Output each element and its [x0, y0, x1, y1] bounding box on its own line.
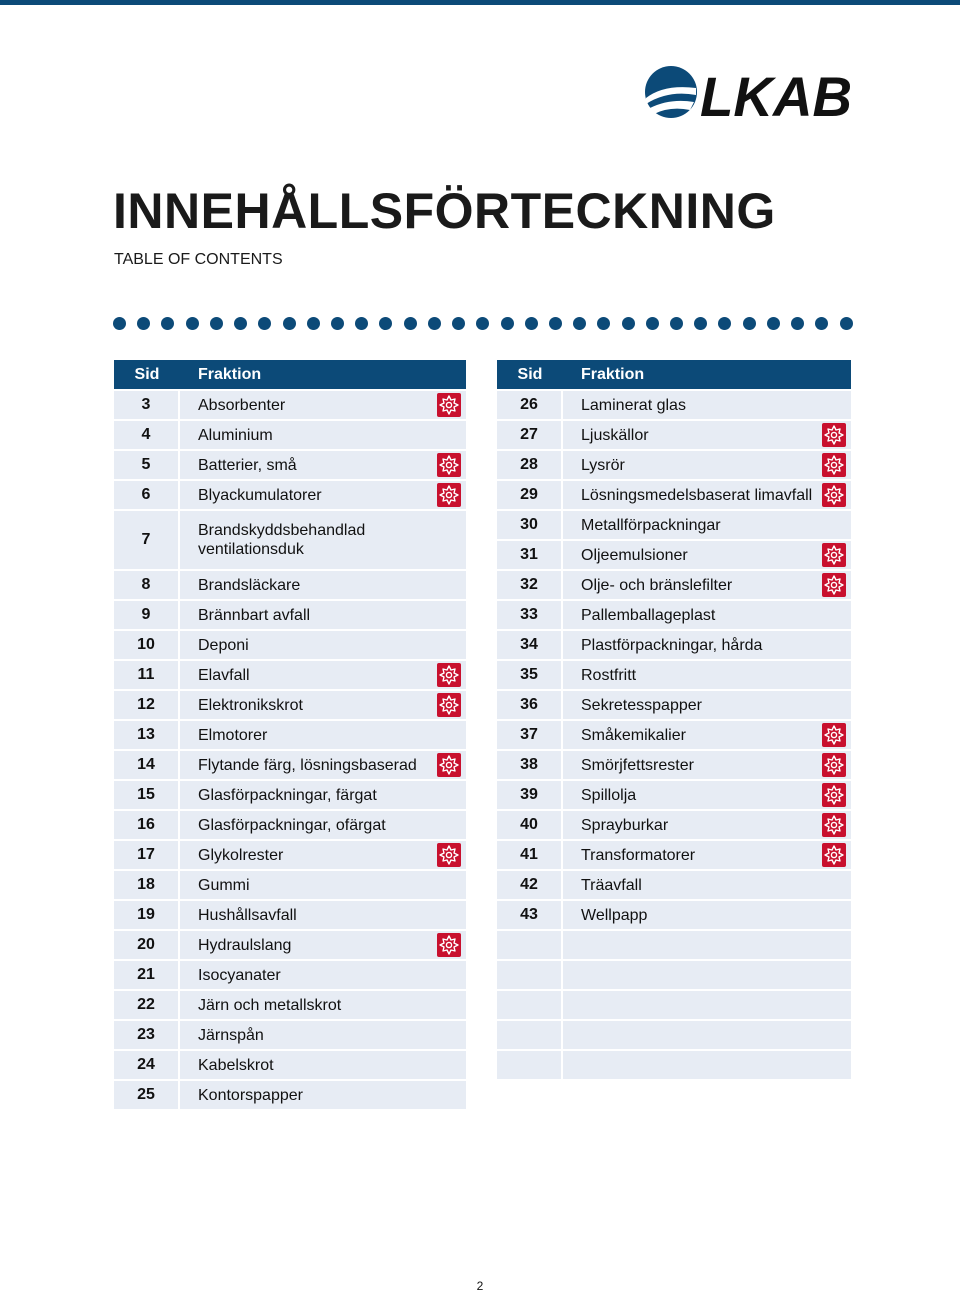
icon-cell	[432, 1081, 466, 1109]
page-ref: 38	[497, 751, 563, 779]
toc-row	[497, 601, 851, 629]
fraction-name: Aluminium	[180, 421, 432, 449]
page-ref: 17	[114, 841, 180, 869]
page-ref: 21	[114, 961, 180, 989]
fraction-name: Brännbart avfall	[180, 601, 432, 629]
icon-cell	[817, 631, 851, 659]
page-ref	[497, 961, 563, 989]
icon-cell	[817, 841, 851, 869]
icon-cell	[817, 1051, 851, 1079]
fraction-name: Glasförpackningar, ofärgat	[180, 811, 432, 839]
toc-row	[114, 1081, 466, 1109]
fraction-name	[563, 961, 817, 989]
icon-cell	[432, 601, 466, 629]
toc-row	[114, 691, 466, 719]
icon-cell	[817, 751, 851, 779]
fraction-name: Metallförpackningar	[563, 511, 817, 539]
divider-dot	[476, 317, 489, 330]
toc-row	[497, 841, 851, 869]
icon-cell	[432, 661, 466, 689]
hazardous-waste-icon	[822, 753, 846, 777]
icon-cell	[432, 841, 466, 869]
fraction-name: Kabelskrot	[180, 1051, 432, 1079]
page-ref: 28	[497, 451, 563, 479]
page-ref: 14	[114, 751, 180, 779]
icon-cell	[817, 1021, 851, 1049]
hazardous-waste-icon	[437, 933, 461, 957]
hazardous-waste-icon	[822, 483, 846, 507]
divider-dot	[452, 317, 465, 330]
page-ref: 20	[114, 931, 180, 959]
icon-cell	[432, 931, 466, 959]
fraction-name: Batterier, små	[180, 451, 432, 479]
divider-dot	[404, 317, 417, 330]
icon-cell	[432, 871, 466, 899]
page-ref: 11	[114, 661, 180, 689]
divider-dot	[210, 317, 223, 330]
hazardous-waste-icon	[437, 663, 461, 687]
toc-row	[114, 841, 466, 869]
icon-cell	[817, 451, 851, 479]
toc-table-left	[114, 358, 466, 1111]
hazardous-waste-icon	[822, 453, 846, 477]
fraction-name: Brandsläckare	[180, 571, 432, 599]
fraction-name	[563, 991, 817, 1019]
fraction-name: Wellpapp	[563, 901, 817, 929]
fraction-name: Pallemballageplast	[563, 601, 817, 629]
divider-dot	[525, 317, 538, 330]
hazardous-waste-icon	[822, 423, 846, 447]
page-ref: 36	[497, 691, 563, 719]
divider-dot	[597, 317, 610, 330]
fraction-name: Rostfritt	[563, 661, 817, 689]
toc-row	[497, 871, 851, 899]
toc-row	[497, 391, 851, 419]
fraction-name: Blyackumulatorer	[180, 481, 432, 509]
toc-row	[114, 901, 466, 929]
icon-cell	[432, 751, 466, 779]
icon-cell	[817, 781, 851, 809]
toc-row	[497, 421, 851, 449]
divider-dot	[137, 317, 150, 330]
fraction-name: Hushållsavfall	[180, 901, 432, 929]
divider-dot	[355, 317, 368, 330]
page-ref: 41	[497, 841, 563, 869]
page-ref: 10	[114, 631, 180, 659]
hazardous-waste-icon	[822, 573, 846, 597]
fraction-name: Kontorspapper	[180, 1081, 432, 1109]
toc-row	[114, 571, 466, 599]
fraction-name: Transformatorer	[563, 841, 817, 869]
top-bar	[0, 0, 960, 5]
fraction-name: Elavfall	[180, 661, 432, 689]
page-title: INNEHÅLLSFÖRTECKNING	[113, 183, 776, 239]
fraction-name: Olje- och bränslefilter	[563, 571, 817, 599]
toc-row	[114, 451, 466, 479]
toc-row	[497, 481, 851, 509]
toc-row	[114, 601, 466, 629]
icon-cell	[817, 421, 851, 449]
fraction-name: Flytande färg, lösningsbaserad	[180, 751, 432, 779]
divider-dot	[791, 317, 804, 330]
sid-header: Sid	[114, 360, 180, 389]
fraction-name	[563, 1021, 817, 1049]
page-ref: 40	[497, 811, 563, 839]
page-ref: 6	[114, 481, 180, 509]
hazardous-waste-icon	[822, 813, 846, 837]
fraction-name: Smörjfettsrester	[563, 751, 817, 779]
page-ref	[497, 931, 563, 959]
toc-row	[497, 781, 851, 809]
icon-cell	[817, 931, 851, 959]
fraction-name: Järnspån	[180, 1021, 432, 1049]
icon-cell	[432, 991, 466, 1019]
toc-header-row	[114, 360, 466, 389]
toc-row	[114, 931, 466, 959]
icon-cell	[817, 511, 851, 539]
icon-cell	[432, 961, 466, 989]
hazardous-waste-icon	[437, 753, 461, 777]
icon-cell	[817, 691, 851, 719]
page-number: 2	[476, 1279, 484, 1293]
toc-row	[114, 751, 466, 779]
toc-row	[497, 811, 851, 839]
icon-cell	[432, 781, 466, 809]
toc-row	[497, 511, 851, 539]
divider-dot	[258, 317, 271, 330]
page-ref: 31	[497, 541, 563, 569]
logo-text: LKAB	[700, 65, 852, 122]
toc-row	[114, 871, 466, 899]
icon-cell	[432, 901, 466, 929]
fraction-name: Elektronikskrot	[180, 691, 432, 719]
divider-dot	[670, 317, 683, 330]
fraction-name: Elmotorer	[180, 721, 432, 749]
toc-row	[497, 1051, 851, 1079]
icon-cell	[432, 1051, 466, 1079]
page-ref: 22	[114, 991, 180, 1019]
icon-cell	[817, 901, 851, 929]
toc-row	[497, 901, 851, 929]
divider-dot	[186, 317, 199, 330]
toc-table-right	[497, 358, 851, 1081]
divider-dot	[379, 317, 392, 330]
page-ref: 18	[114, 871, 180, 899]
toc-row	[497, 541, 851, 569]
hazardous-waste-icon	[437, 843, 461, 867]
toc-row	[114, 481, 466, 509]
page-ref: 8	[114, 571, 180, 599]
page-ref: 26	[497, 391, 563, 419]
icon-cell	[817, 571, 851, 599]
divider-dot	[694, 317, 707, 330]
hazardous-waste-icon	[437, 393, 461, 417]
icon-cell	[432, 451, 466, 479]
toc-row	[114, 811, 466, 839]
page-ref: 37	[497, 721, 563, 749]
icon-cell	[432, 691, 466, 719]
page-ref	[497, 1051, 563, 1079]
page-ref: 24	[114, 1051, 180, 1079]
fraction-name: Spillolja	[563, 781, 817, 809]
hazardous-waste-icon	[822, 543, 846, 567]
divider-dot	[815, 317, 828, 330]
page-ref	[497, 1021, 563, 1049]
fraction-name: Absorbenter	[180, 391, 432, 419]
hazardous-waste-icon	[437, 693, 461, 717]
page-ref: 27	[497, 421, 563, 449]
toc-row	[114, 781, 466, 809]
lkab-logo	[644, 64, 854, 122]
toc-row	[497, 571, 851, 599]
hazardous-waste-icon	[437, 483, 461, 507]
toc-row	[497, 691, 851, 719]
page-ref: 33	[497, 601, 563, 629]
divider-dot	[767, 317, 780, 330]
divider-dot	[283, 317, 296, 330]
fraction-name: Träavfall	[563, 871, 817, 899]
divider-dot	[501, 317, 514, 330]
hazardous-waste-icon	[822, 783, 846, 807]
divider-dot	[331, 317, 344, 330]
page-ref: 34	[497, 631, 563, 659]
toc-row	[114, 1051, 466, 1079]
fraction-name: Isocyanater	[180, 961, 432, 989]
fraction-name: Deponi	[180, 631, 432, 659]
fraktion-header: Fraktion	[180, 360, 466, 389]
icon-cell	[817, 811, 851, 839]
icon-cell	[432, 811, 466, 839]
page-ref: 4	[114, 421, 180, 449]
toc-row	[497, 631, 851, 659]
fraction-name: Lysrör	[563, 451, 817, 479]
fraction-name: Brandskyddsbehandlad ventilationsduk	[180, 511, 432, 569]
icon-cell	[432, 571, 466, 599]
toc-row	[114, 631, 466, 659]
icon-cell	[817, 721, 851, 749]
page-ref: 16	[114, 811, 180, 839]
toc-row	[497, 451, 851, 479]
toc-row	[114, 1021, 466, 1049]
icon-cell	[817, 661, 851, 689]
toc-row	[114, 661, 466, 689]
page-ref: 30	[497, 511, 563, 539]
divider-dot	[622, 317, 635, 330]
page-ref: 42	[497, 871, 563, 899]
page-subtitle: TABLE OF CONTENTS	[114, 251, 283, 268]
toc-row	[497, 991, 851, 1019]
fraction-name: Sprayburkar	[563, 811, 817, 839]
toc-row	[114, 391, 466, 419]
toc-row	[497, 751, 851, 779]
icon-cell	[817, 871, 851, 899]
divider-dot	[113, 317, 126, 330]
page-ref: 29	[497, 481, 563, 509]
divider-dot	[718, 317, 731, 330]
icon-cell	[432, 631, 466, 659]
page-ref: 3	[114, 391, 180, 419]
fraction-name: Ljuskällor	[563, 421, 817, 449]
toc-row	[114, 421, 466, 449]
toc-row	[497, 721, 851, 749]
dot-divider	[113, 317, 853, 331]
icon-cell	[817, 481, 851, 509]
page-ref: 35	[497, 661, 563, 689]
divider-dot	[428, 317, 441, 330]
page-ref: 43	[497, 901, 563, 929]
fraction-name: Småkemikalier	[563, 721, 817, 749]
sid-header: Sid	[497, 360, 563, 389]
divider-dot	[549, 317, 562, 330]
fraction-name: Järn och metallskrot	[180, 991, 432, 1019]
toc-header-row	[497, 360, 851, 389]
toc-row	[497, 661, 851, 689]
toc-row	[497, 931, 851, 959]
toc-row	[114, 511, 466, 569]
fraktion-header: Fraktion	[563, 360, 851, 389]
divider-dot	[840, 317, 853, 330]
toc-row	[497, 1021, 851, 1049]
divider-dot	[743, 317, 756, 330]
page-ref	[497, 991, 563, 1019]
divider-dot	[646, 317, 659, 330]
fraction-name: Sekretesspapper	[563, 691, 817, 719]
toc-row	[114, 991, 466, 1019]
icon-cell	[432, 391, 466, 419]
page-ref: 25	[114, 1081, 180, 1109]
divider-dot	[573, 317, 586, 330]
icon-cell	[432, 1021, 466, 1049]
fraction-name: Glasförpackningar, färgat	[180, 781, 432, 809]
page-ref: 9	[114, 601, 180, 629]
page-ref: 7	[114, 511, 180, 569]
divider-dot	[307, 317, 320, 330]
fraction-name: Plastförpackningar, hårda	[563, 631, 817, 659]
hazardous-waste-icon	[822, 723, 846, 747]
divider-dot	[161, 317, 174, 330]
icon-cell	[817, 991, 851, 1019]
icon-cell	[817, 961, 851, 989]
toc-row	[114, 961, 466, 989]
page-ref: 19	[114, 901, 180, 929]
hazardous-waste-icon	[822, 843, 846, 867]
icon-cell	[817, 541, 851, 569]
fraction-name: Gummi	[180, 871, 432, 899]
toc-row	[114, 721, 466, 749]
page-ref: 39	[497, 781, 563, 809]
fraction-name: Hydraulslang	[180, 931, 432, 959]
fraction-name: Laminerat glas	[563, 391, 817, 419]
page-ref: 32	[497, 571, 563, 599]
hazardous-waste-icon	[437, 453, 461, 477]
icon-cell	[817, 601, 851, 629]
page-ref: 23	[114, 1021, 180, 1049]
page-ref: 13	[114, 721, 180, 749]
divider-dot	[234, 317, 247, 330]
icon-cell	[432, 511, 466, 569]
icon-cell	[432, 421, 466, 449]
page-ref: 5	[114, 451, 180, 479]
page-ref: 12	[114, 691, 180, 719]
page-ref: 15	[114, 781, 180, 809]
fraction-name	[563, 1051, 817, 1079]
fraction-name: Oljeemulsioner	[563, 541, 817, 569]
icon-cell	[432, 721, 466, 749]
toc-row	[497, 961, 851, 989]
fraction-name: Glykolrester	[180, 841, 432, 869]
fraction-name	[563, 931, 817, 959]
icon-cell	[432, 481, 466, 509]
fraction-name: Lösningsmedelsbaserat limavfall	[563, 481, 817, 509]
icon-cell	[817, 391, 851, 419]
